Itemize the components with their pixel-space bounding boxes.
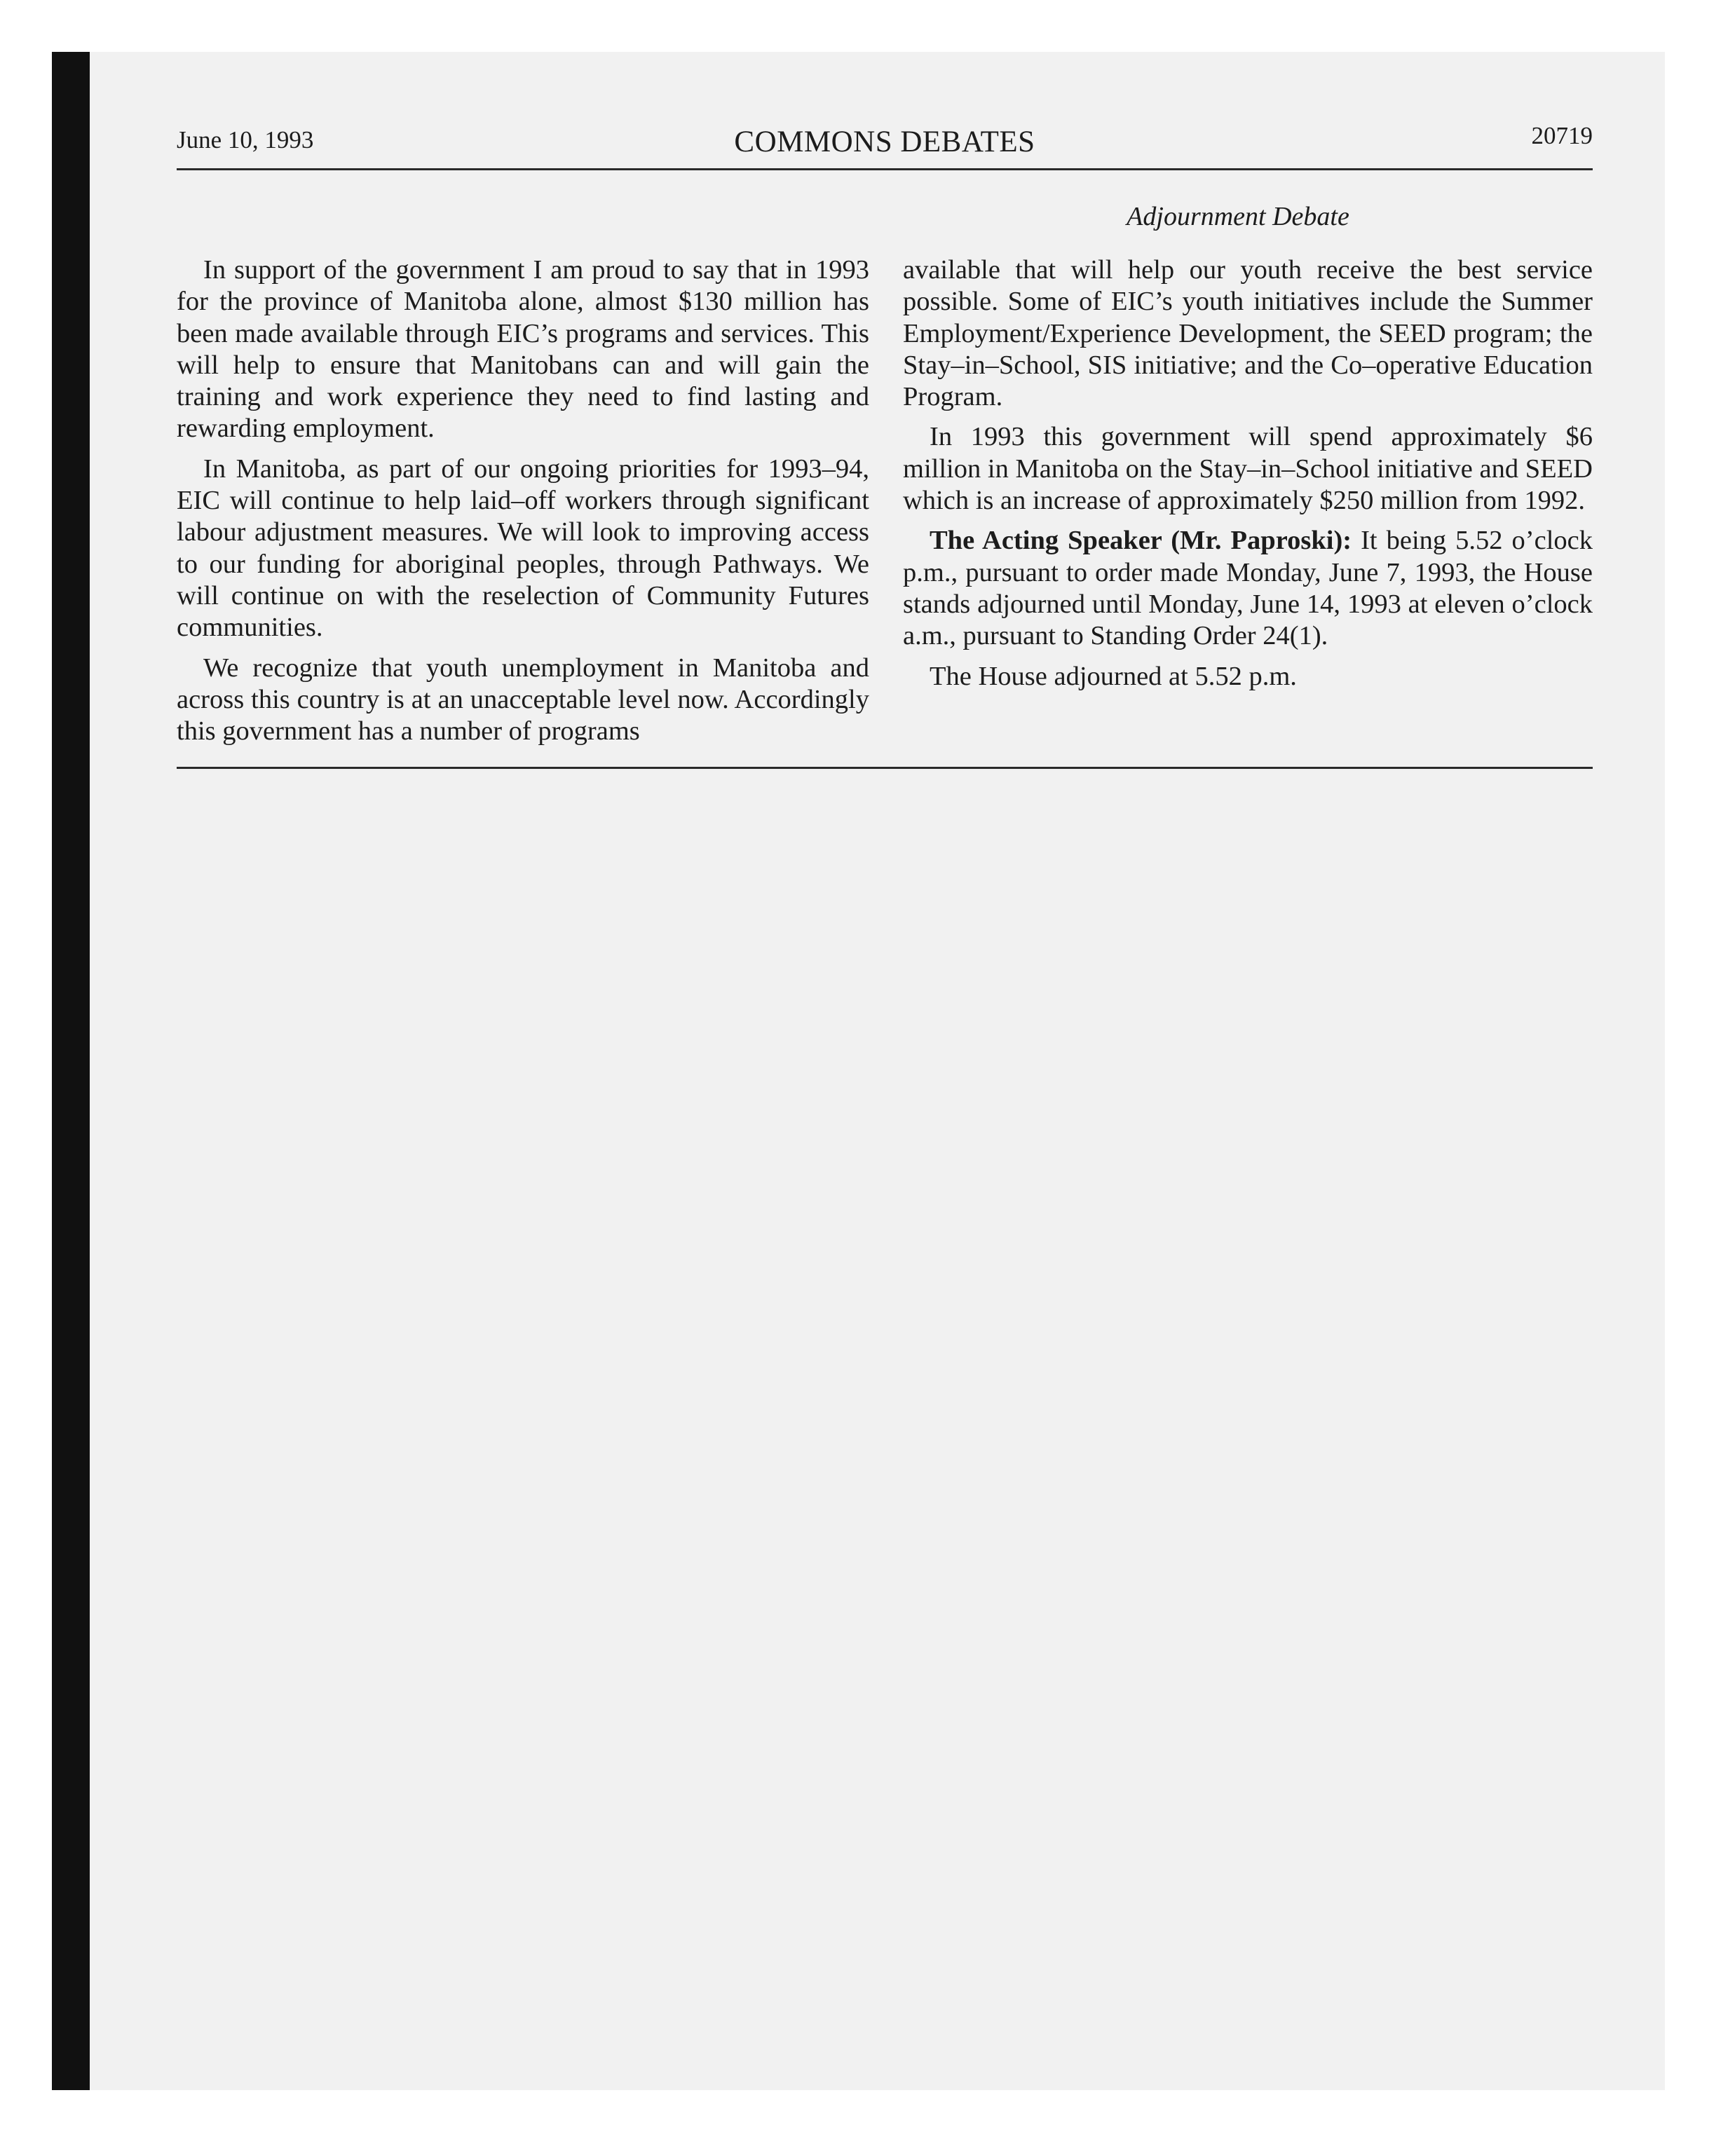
- left-column: [177, 254, 869, 756]
- paragraph: We recognize that youth unemployment in Manitoba and across this country is at an unacceptable level now. Accordingly this government has a number of programs: [177, 653, 869, 746]
- binding-edge: [52, 52, 90, 2090]
- running-header: [177, 122, 1593, 167]
- paragraph: In support of the government I am proud to say that in 1993 for the province of Manitoba alone, almost $130 million has been made available through EIC’s programs and services. This will help to ensure that Manitobans can and will gain the training and work experience they need to find lasting and rewarding employment.: [177, 255, 869, 444]
- footer-rule: [177, 767, 1593, 769]
- paragraph: In 1993 this government will spend approximately $6 million in Manitoba on the Stay–in–School initiative and SEED which is an increase of approximately $250 million from 1992.: [903, 422, 1593, 516]
- header-title: COMMONS DEBATES: [734, 125, 1035, 158]
- section-heading: Adjournment Debate: [1127, 202, 1349, 231]
- right-column: [903, 254, 1593, 701]
- page-number: 20719: [1531, 122, 1593, 149]
- header-rule: [177, 168, 1593, 170]
- paragraph: available that will help our youth receive the best service possible. Some of EIC’s youth initiatives include the Summer Employment/Experience Development, the SEED program; the Stay–in–School, SIS initiative; and the Co–operative Education Program.: [903, 255, 1593, 412]
- speaker-name: The Acting Speaker (Mr. Paproski):: [930, 526, 1352, 556]
- adjournment-note: The House adjourned at 5.52 p.m.: [930, 661, 1297, 691]
- paragraph: In Manitoba, as part of our ongoing priorities for 1993–94, EIC will continue to help laid–off workers through significant labour adjustment measures. We will look to improving access to our funding for aboriginal peoples, through Pathways. We will continue on with the reselection of Community Futures communities.: [177, 453, 869, 643]
- speaker-paragraph: [903, 525, 1593, 652]
- speaker-text: It being 5.52 o’clock p.m., pursuant to order made Monday, June 7, 1993, the House stands adjourned until Monday, June 14, 1993 at eleven o’clock a.m., pursuant to Standing Order 24(1).: [903, 526, 1593, 651]
- header-date: June 10, 1993: [177, 126, 314, 153]
